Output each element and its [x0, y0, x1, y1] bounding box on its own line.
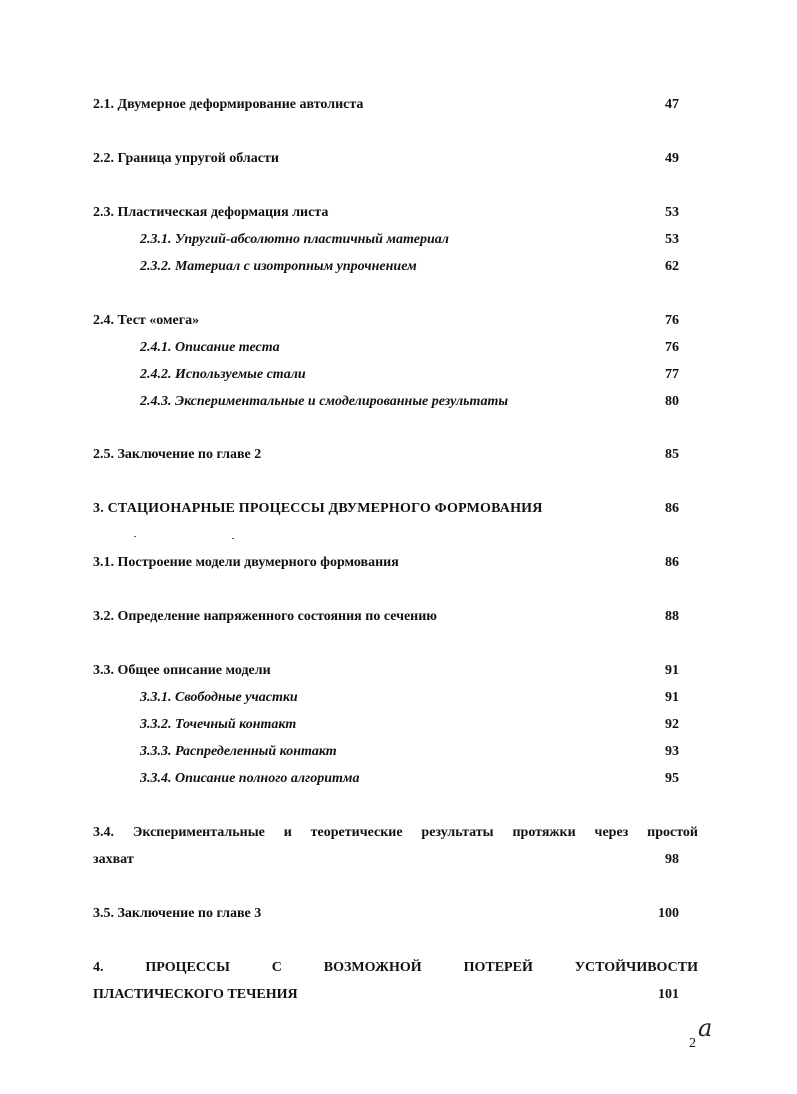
- toc-entry-title: 3. СТАЦИОНАРНЫЕ ПРОЦЕССЫ ДВУМЕРНОГО ФОРМОВАНИЯ: [93, 501, 543, 516]
- toc-entry-page: 101: [658, 987, 679, 1002]
- toc-entry-title: 2.4.2. Используемые стали: [140, 367, 306, 382]
- toc-entry-page: 88: [665, 609, 679, 624]
- toc-entry-3-4-line1: [93, 824, 698, 842]
- toc-entry-page: 77: [665, 367, 679, 382]
- toc-entry-page: 91: [665, 690, 679, 705]
- scan-speck: [134, 536, 136, 537]
- toc-entry-title: 3.3. Общее описание модели: [93, 663, 271, 678]
- handwritten-mark: a: [698, 1014, 713, 1042]
- toc-entry-title: 2.3.2. Материал с изотропным упрочнением: [140, 259, 417, 274]
- toc-entry-title: 3.3.1. Свободные участки: [140, 690, 298, 705]
- toc-word: через: [594, 825, 629, 840]
- toc-word: теоретические: [310, 825, 403, 840]
- toc-word: 3.4.: [93, 825, 114, 840]
- toc-entry-title-cont: ПЛАСТИЧЕСКОГО ТЕЧЕНИЯ: [93, 987, 298, 1002]
- toc-entry-page: 91: [665, 663, 679, 678]
- scan-speck: [232, 538, 234, 539]
- toc-entry-title: 2.5. Заключение по главе 2: [93, 447, 262, 462]
- toc-entry-title: 2.4.3. Экспериментальные и смоделированные результаты: [140, 394, 509, 409]
- toc-entry-page: 53: [665, 232, 679, 247]
- toc-entry-title: 3.3.4. Описание полного алгоритма: [140, 771, 360, 786]
- toc-word: УСТОЙЧИВОСТИ: [574, 960, 698, 975]
- toc-entry-page: 62: [665, 259, 679, 274]
- toc-entry-page: 80: [665, 394, 679, 409]
- toc-word: ПРОЦЕССЫ: [145, 960, 230, 975]
- toc-entry-page: 100: [658, 906, 679, 921]
- toc-entry-title: 2.3. Пластическая деформация листа: [93, 205, 329, 220]
- toc-entry-title-cont: захват: [93, 852, 134, 867]
- toc-entry-title: 3.3.2. Точечный контакт: [140, 717, 297, 732]
- toc-entry-title: 3.5. Заключение по главе 3: [93, 906, 262, 921]
- toc-entry-title: 2.4.1. Описание теста: [140, 340, 280, 355]
- toc-word: ПОТЕРЕЙ: [463, 960, 533, 975]
- toc-word: простой: [647, 825, 698, 840]
- toc-word: С: [271, 960, 282, 975]
- toc-entry-title: 2.2. Граница упругой области: [93, 151, 279, 166]
- toc-entry-page: 95: [665, 771, 679, 786]
- toc-entry-page: 93: [665, 744, 679, 759]
- toc-word: ВОЗМОЖНОЙ: [323, 960, 422, 975]
- toc-entry-page: 47: [665, 97, 679, 112]
- toc-entry-page: 86: [665, 501, 679, 516]
- toc-word: Экспериментальные: [132, 825, 265, 840]
- toc-entry-page: 49: [665, 151, 679, 166]
- toc-word: результаты: [421, 825, 494, 840]
- toc-entry-page: 86: [665, 555, 679, 570]
- toc-word: 4.: [93, 960, 104, 975]
- page-number: 2: [689, 1036, 696, 1051]
- toc-entry-title: 3.2. Определение напряженного состояния по сечению: [93, 609, 438, 624]
- toc-entry-title: 2.1. Двумерное деформирование автолиста: [93, 97, 364, 112]
- toc-word: и: [283, 825, 292, 840]
- toc-chapter-4-line1: [93, 959, 698, 977]
- toc-entry-page: 53: [665, 205, 679, 220]
- toc-entry-title: 3.3.3. Распределенный контакт: [140, 744, 337, 759]
- toc-entry-page: 85: [665, 447, 679, 462]
- toc-word: протяжки: [512, 825, 576, 840]
- toc-entry-title: 2.4. Тест «омега»: [93, 313, 200, 328]
- toc-entry-title: 3.1. Построение модели двумерного формования: [93, 555, 399, 570]
- toc-entry-page: 76: [665, 313, 679, 328]
- toc-entry-page: 76: [665, 340, 679, 355]
- toc-entry-title: 2.3.1. Упругий-абсолютно пластичный материал: [140, 232, 449, 247]
- toc-entry-page: 92: [665, 717, 679, 732]
- toc-entry-page: 98: [665, 852, 679, 867]
